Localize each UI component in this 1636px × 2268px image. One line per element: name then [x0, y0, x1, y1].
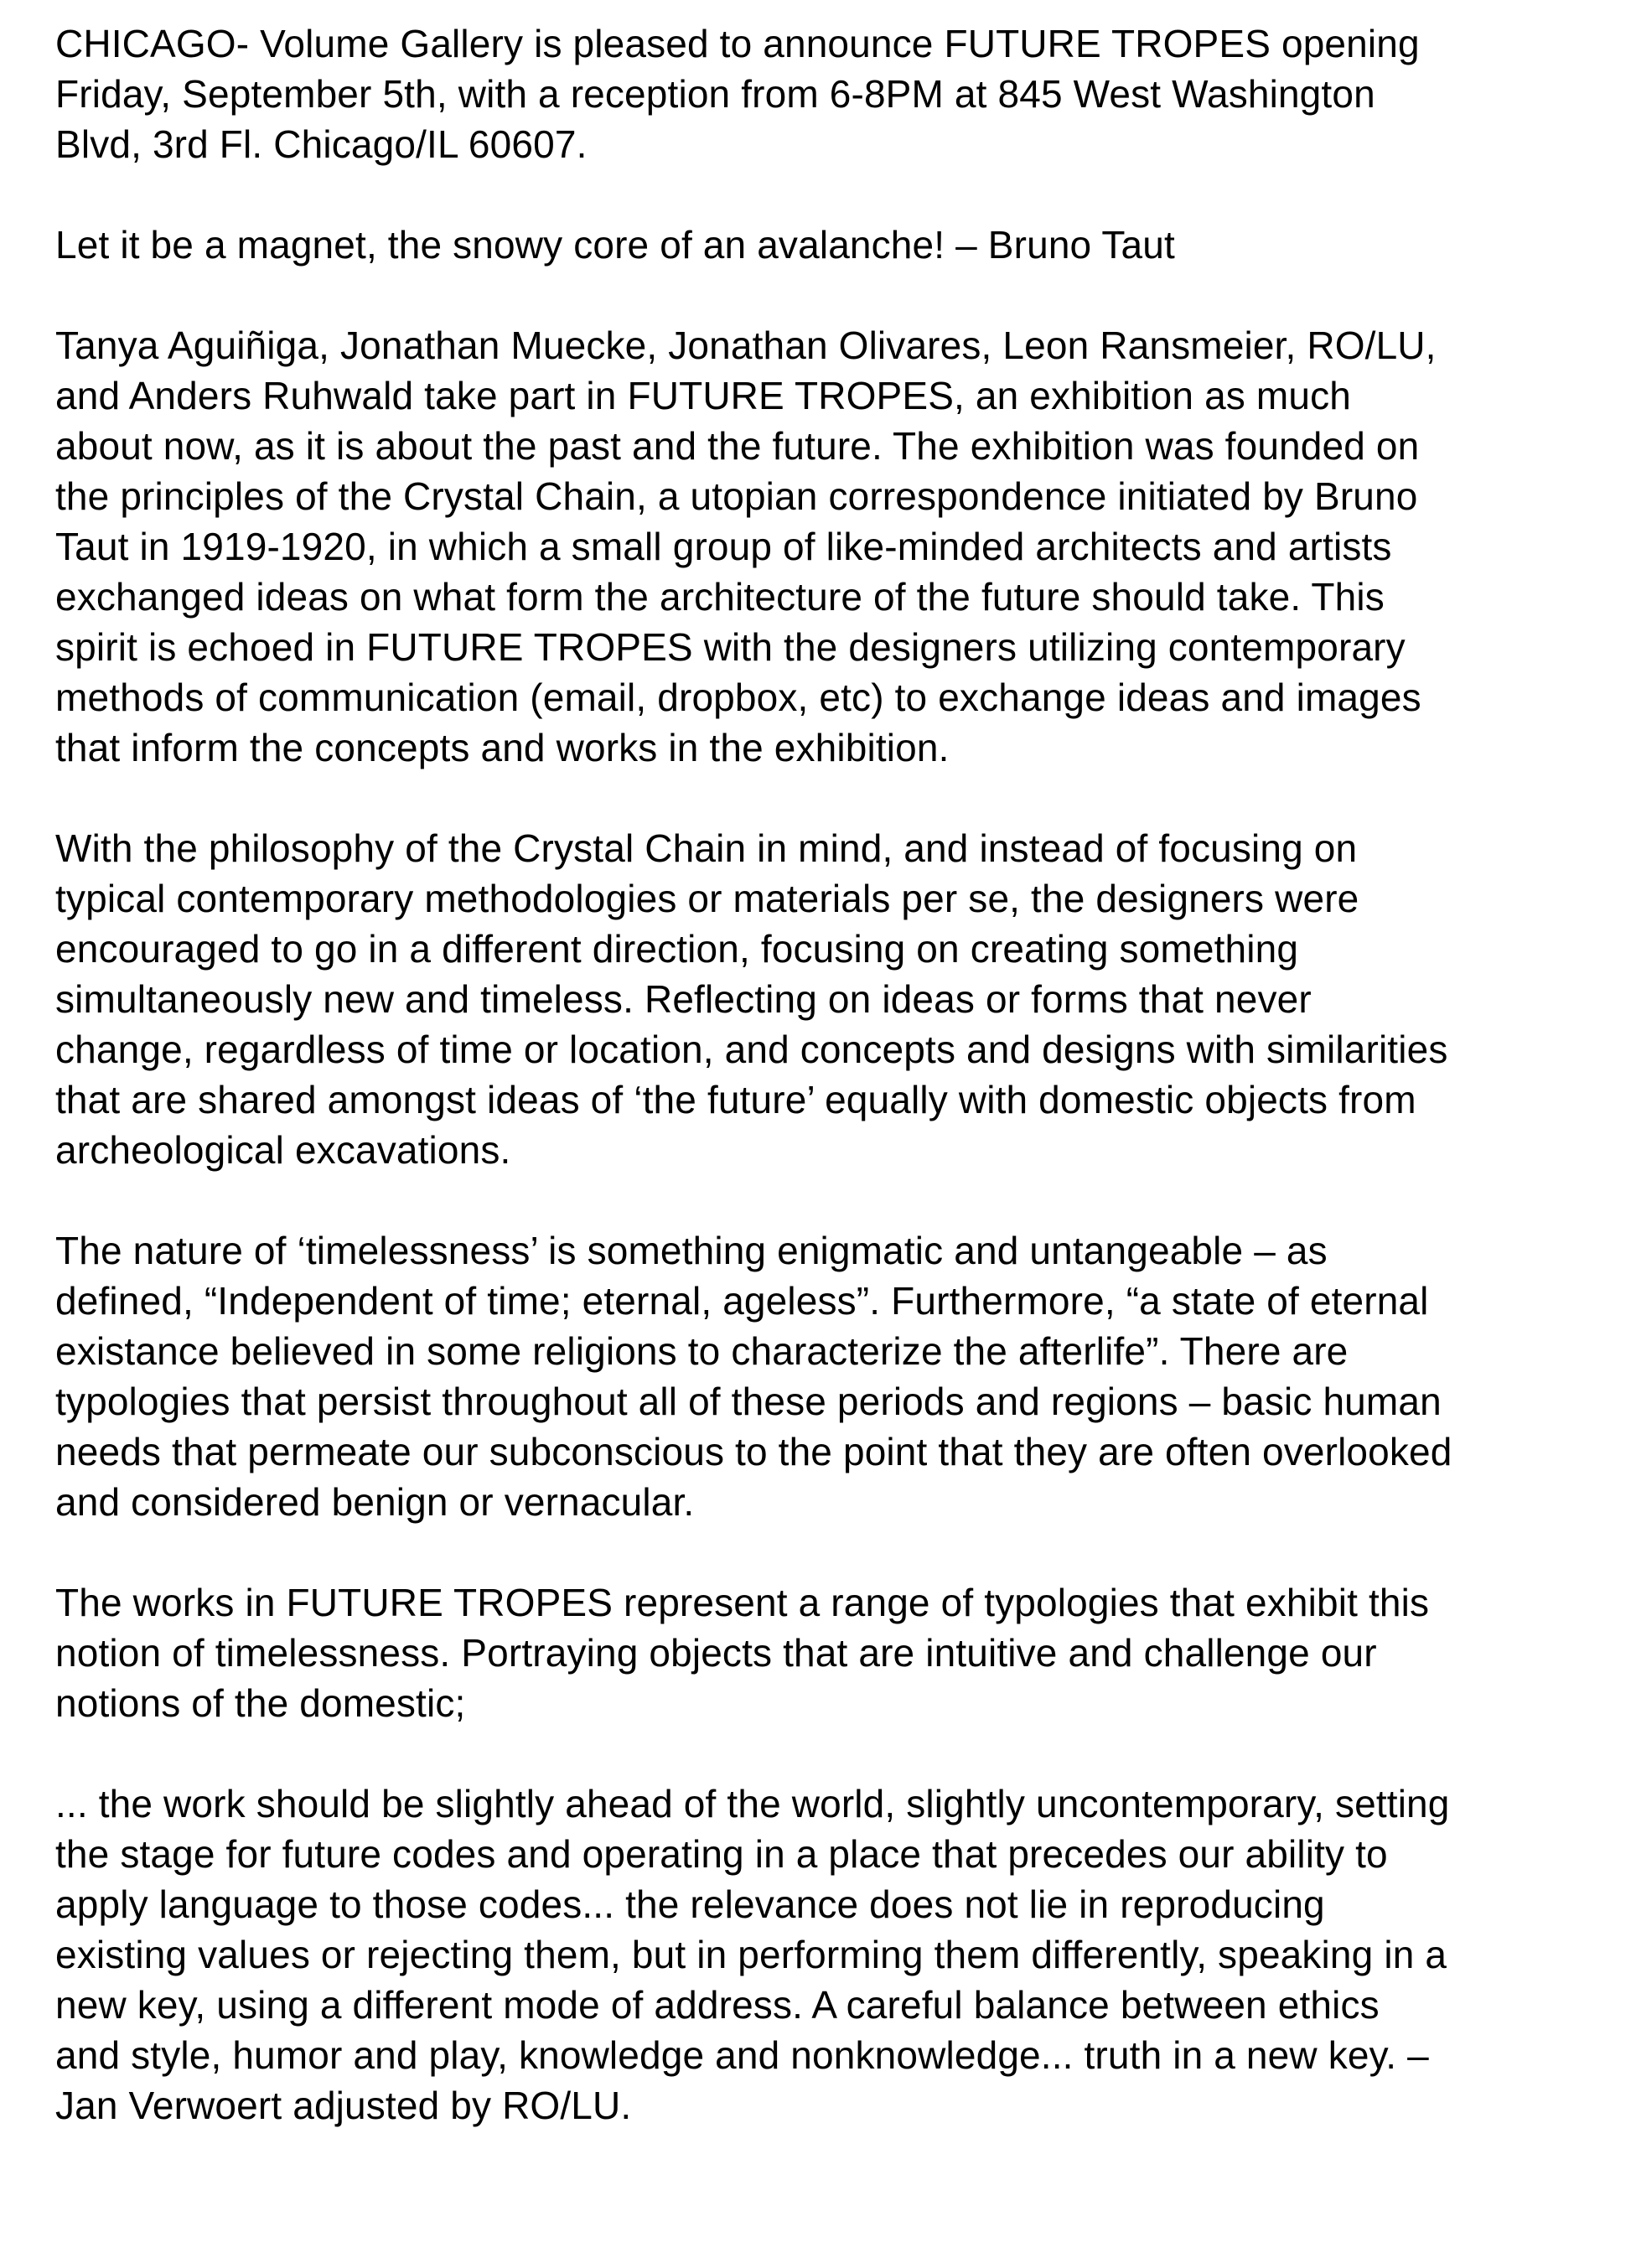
text-line: needs that permeate our subconscious to the point that they are often overlooked	[55, 1430, 1452, 1473]
closing-quote-paragraph	[55, 1779, 1581, 2131]
text-line: existing values or rejecting them, but in performing them differently, speaking in a	[55, 1933, 1447, 1976]
text-line: new key, using a different mode of address. A careful balance between ethics	[55, 1983, 1380, 2027]
text-line: Let it be a magnet, the snowy core of an avalanche! – Bruno Taut	[55, 223, 1175, 267]
text-line: notions of the domestic;	[55, 1681, 466, 1725]
text-line: Blvd, 3rd Fl. Chicago/IL 60607.	[55, 122, 588, 166]
text-line: typologies that persist throughout all of these periods and regions – basic human	[55, 1380, 1442, 1423]
text-line: Taut in 1919-1920, in which a small group of like-minded architects and artists	[55, 525, 1392, 568]
text-line: spirit is echoed in FUTURE TROPES with the designers utilizing contemporary	[55, 625, 1406, 669]
text-line: The nature of ‘timelessness’ is something enigmatic and untangeable – as	[55, 1229, 1328, 1272]
press-release-document	[55, 18, 1581, 2131]
text-line: that are shared amongst ideas of ‘the future’ equally with domestic objects from	[55, 1078, 1416, 1121]
text-line: exchanged ideas on what form the architecture of the future should take. This	[55, 575, 1385, 619]
text-line: encouraged to go in a different direction, focusing on creating something	[55, 927, 1299, 971]
text-line: simultaneously new and timeless. Reflecting on ideas or forms that never	[55, 977, 1312, 1021]
text-line: and Anders Ruhwald take part in FUTURE TROPES, an exhibition as much	[55, 374, 1351, 417]
announcement-paragraph	[55, 18, 1581, 169]
text-line: defined, “Independent of time; eternal, ageless”. Furthermore, “a state of eternal	[55, 1279, 1429, 1323]
philosophy-paragraph	[55, 823, 1581, 1175]
text-line: apply language to those codes... the relevance does not lie in reproducing	[55, 1882, 1325, 1926]
timelessness-paragraph	[55, 1225, 1581, 1527]
works-paragraph	[55, 1577, 1581, 1728]
participants-paragraph	[55, 320, 1581, 773]
text-line: The works in FUTURE TROPES represent a range of typologies that exhibit this	[55, 1581, 1430, 1624]
text-line: the principles of the Crystal Chain, a utopian correspondence initiated by Bruno	[55, 474, 1418, 518]
text-line: notion of timelessness. Portraying objects that are intuitive and challenge our	[55, 1631, 1377, 1675]
text-line: CHICAGO- Volume Gallery is pleased to announce FUTURE TROPES opening	[55, 22, 1420, 65]
text-line: and style, humor and play, knowledge and nonknowledge... truth in a new key. –	[55, 2033, 1429, 2077]
text-line: that inform the concepts and works in the exhibition.	[55, 726, 950, 769]
text-line: methods of communication (email, dropbox, etc) to exchange ideas and images	[55, 676, 1421, 719]
text-line: ... the work should be slightly ahead of the world, slightly uncontemporary, setting	[55, 1782, 1450, 1825]
text-line: existance believed in some religions to characterize the afterlife”. There are	[55, 1329, 1349, 1373]
epigraph-quote	[55, 220, 1581, 270]
text-line: With the philosophy of the Crystal Chain in mind, and instead of focusing on	[55, 826, 1358, 870]
text-line: and considered benign or vernacular.	[55, 1480, 695, 1524]
text-line: archeological excavations.	[55, 1128, 511, 1172]
text-line: Friday, September 5th, with a reception from 6-8PM at 845 West Washington	[55, 72, 1375, 116]
text-line: typical contemporary methodologies or materials per se, the designers were	[55, 877, 1359, 920]
text-line: change, regardless of time or location, and concepts and designs with similarities	[55, 1028, 1448, 1071]
text-line: Tanya Aguiñiga, Jonathan Muecke, Jonathan Olivares, Leon Ransmeier, RO/LU,	[55, 324, 1437, 367]
text-line: the stage for future codes and operating in a place that precedes our ability to	[55, 1832, 1388, 1876]
text-line: about now, as it is about the past and the future. The exhibition was founded on	[55, 424, 1420, 468]
text-line: Jan Verwoert adjusted by RO/LU.	[55, 2084, 632, 2127]
